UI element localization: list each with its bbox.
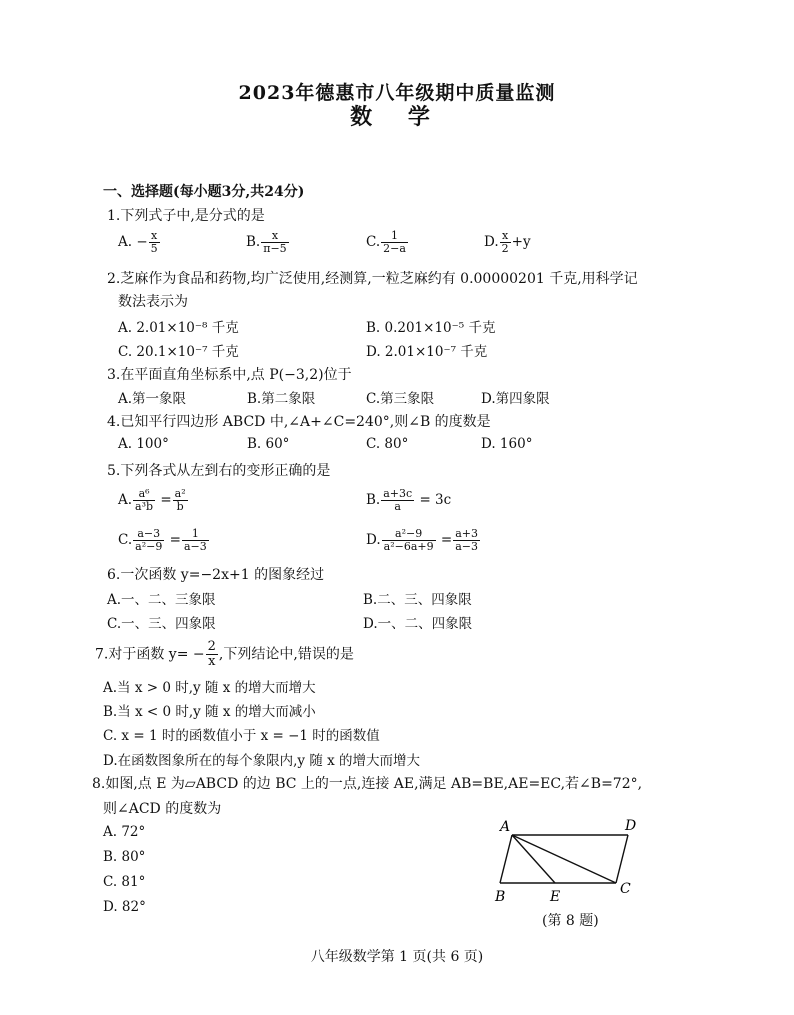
- question-1-option-d: D. $\frac{x}{2}$ +y: [484, 229, 531, 255]
- question-1-option-a: A. − $\frac{x}{5}$: [118, 229, 158, 255]
- exam-title: 2023年德惠市八年级期中质量监测: [238, 82, 556, 104]
- question-7-option-b: B.当 x < 0 时,y 随 x 的增大而减小: [103, 704, 316, 720]
- question-8-option-d: D. 82°: [103, 899, 146, 915]
- parallelogram-figure: [490, 815, 650, 910]
- question-5-option-d: D. $\frac{\text{a²−9}}{\text{a²−6a+9}}$ = $\frac{a+3}{a-3}$: [366, 527, 478, 553]
- question-1-stem: 1.下列式子中,是分式的是: [107, 208, 265, 224]
- question-4-option-d: D. 160°: [481, 436, 533, 452]
- segment-dc: [616, 835, 628, 883]
- question-2-stem-line2: 数法表示为: [118, 294, 188, 310]
- question-2-option-c: C. 20.1×10⁻⁷ 千克: [118, 344, 239, 360]
- question-4-option-a: A. 100°: [118, 436, 169, 452]
- segment-ac: [512, 835, 616, 883]
- figure-caption: (第 8 题): [542, 913, 599, 929]
- label-e: E: [550, 889, 561, 905]
- question-6-option-d: D.一、二、四象限: [363, 616, 473, 632]
- label-d: D: [625, 818, 637, 834]
- subject-title: 数 学: [350, 104, 444, 130]
- segment-ae: [512, 835, 555, 883]
- question-6-option-b: B.二、三、四象限: [363, 592, 472, 608]
- question-4-option-c: C. 80°: [366, 436, 409, 452]
- question-8-stem-line2: 则∠ACD 的度数为: [103, 801, 222, 817]
- section-heading: 一、选择题(每小题3分,共24分): [103, 184, 305, 200]
- question-7-option-a: A.当 x > 0 时,y 随 x 的增大而增大: [103, 680, 316, 696]
- question-8-stem-line1: 8.如图,点 E 为▱ABCD 的边 BC 上的一点,连接 AE,满足 AB=BE,AE=EC,若∠B=72°,: [92, 776, 643, 792]
- question-2-option-a: A. 2.01×10⁻⁸ 千克: [118, 320, 239, 336]
- question-7-option-c: C. x = 1 时的函数值小于 x = −1 时的函数值: [103, 728, 380, 744]
- label-b: B: [495, 889, 506, 905]
- question-4-stem: 4.已知平行四边形 ABCD 中,∠A+∠C=240°,则∠B 的度数是: [107, 414, 491, 430]
- question-2-option-b: B. 0.201×10⁻⁵ 千克: [366, 320, 496, 336]
- question-8-option-b: B. 80°: [103, 849, 146, 865]
- question-7-stem: 7.对于函数 y= − $\frac{2}{x}$ ,下列结论中,错误的是: [95, 639, 354, 669]
- question-3-stem: 3.在平面直角坐标系中,点 P(−3,2)位于: [107, 367, 352, 383]
- question-8-option-c: C. 81°: [103, 874, 146, 890]
- question-5-option-c: C. $\frac{a-3}{\text{a²−9}}$ = $\frac{1}{a-3}$: [118, 527, 207, 553]
- question-3-option-c: C.第三象限: [366, 391, 435, 407]
- question-5-stem: 5.下列各式从左到右的变形正确的是: [107, 463, 331, 479]
- question-6-stem: 6.一次函数 y=−2x+1 的图象经过: [107, 567, 325, 583]
- page-footer: 八年级数学第 1 页(共 6 页): [310, 949, 484, 965]
- question-4-option-b: B. 60°: [247, 436, 290, 452]
- question-3-option-a: A.第一象限: [118, 391, 187, 407]
- question-3-option-d: D.第四象限: [481, 391, 550, 407]
- question-8-option-a: A. 72°: [103, 824, 146, 840]
- question-5-option-a: A. $\frac{\text{a⁶}}{\text{a³b}}$ = $\frac{\text{a²}}{b}$: [118, 487, 186, 513]
- label-a: A: [500, 819, 511, 835]
- question-7-option-d: D.在函数图象所在的每个象限内,y 随 x 的增大而增大: [103, 753, 421, 769]
- question-6-option-c: C.一、三、四象限: [107, 616, 216, 632]
- question-3-option-b: B.第二象限: [247, 391, 316, 407]
- segment-ba: [500, 835, 512, 883]
- label-c: C: [620, 881, 631, 897]
- question-2-stem-line1: 2.芝麻作为食品和药物,均广泛使用,经测算,一粒芝麻约有 0.00000201 千克,用科学记: [107, 271, 638, 287]
- question-1-option-c: C. $\frac{1}{2-a}$: [366, 229, 406, 255]
- question-2-option-d: D. 2.01×10⁻⁷ 千克: [366, 344, 488, 360]
- question-1-option-b: B. $\frac{x}{\pi-5}$: [246, 229, 287, 255]
- question-6-option-a: A.一、二、三象限: [107, 592, 216, 608]
- question-5-option-b: B. $\frac{a+3c}{a}$ = 3c: [366, 487, 452, 513]
